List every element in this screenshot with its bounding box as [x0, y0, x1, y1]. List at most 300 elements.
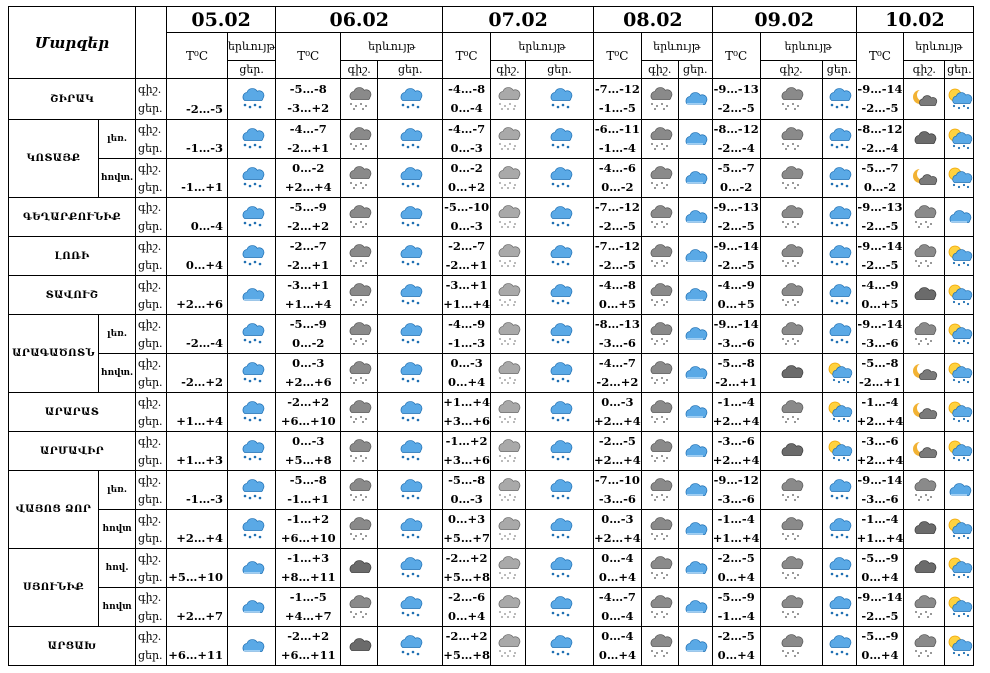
day-temp-value: +3…+6: [443, 453, 490, 467]
cloud-snow-icon: [341, 361, 377, 385]
sun-cloud-snow-icon: [945, 244, 973, 268]
night-label: գիշ.: [138, 318, 162, 331]
region-name: [9, 549, 99, 627]
day-temp-value: -2…-5: [717, 101, 755, 115]
temp-cell: [594, 432, 642, 471]
day-header: [228, 61, 276, 79]
temp-cell: [856, 159, 904, 198]
night-label: գիշ.: [138, 162, 162, 175]
rain-snow-icon: [526, 244, 593, 268]
date-label: 07.02: [488, 8, 548, 31]
night-label: գիշ.: [138, 435, 162, 448]
phenomenon-cell: [228, 237, 276, 276]
day-header: [378, 61, 443, 79]
rain-snow-icon: [378, 517, 442, 541]
day-temp-value: -2…+1: [287, 141, 330, 155]
temp-value: +6…+11: [168, 648, 223, 662]
sun-cloud-snow-icon: [945, 400, 973, 424]
phenomenon-header-label: երևույթ: [518, 40, 566, 53]
table-row: [9, 276, 974, 315]
day-header-label: ցեր.: [547, 63, 572, 76]
temp-cell: [443, 276, 491, 315]
day-phenomenon-cell: [526, 159, 594, 198]
snow-icon: [491, 322, 525, 346]
rain-snow-icon: [378, 361, 442, 385]
day-phenomenon-cell: [822, 159, 856, 198]
sun-cloud-snow-icon: [945, 439, 973, 463]
day-label: ցեր.: [138, 493, 163, 506]
night-phenomenon-cell: [904, 471, 945, 510]
night-phenomenon-cell: [760, 432, 822, 471]
night-temp-value: 0…-2: [450, 161, 483, 175]
night-temp-value: -4…-9: [717, 278, 755, 292]
night-temp-value: -9…-13: [713, 82, 759, 96]
region-name-label: ՇԻՐԱԿ: [50, 93, 94, 105]
night-temp-value: -3…+1: [445, 278, 488, 292]
phenomenon-cell: [228, 510, 276, 549]
day-temp-value: 0…+4: [717, 648, 755, 662]
region-name-label: ԱՐԱԳԱԾՈՏՆ: [12, 348, 95, 359]
day-phenomenon-cell: [526, 237, 594, 276]
day-phenomenon-cell: [822, 432, 856, 471]
day-phenomenon-cell: [378, 159, 443, 198]
snow-icon: [491, 87, 525, 111]
night-temp-value: -1…-4: [861, 512, 899, 526]
temp-value: +2…+7: [176, 609, 223, 623]
rain-snow-icon: [526, 634, 593, 658]
cloud-snow-icon: [761, 322, 822, 346]
temp-cell: [276, 198, 341, 237]
night-phenomenon-cell: [341, 588, 378, 627]
night-phenomenon-cell: [641, 549, 678, 588]
day-phenomenon-cell: [378, 79, 443, 120]
night-phenomenon-cell: [641, 588, 678, 627]
day-phenomenon-cell: [945, 354, 974, 393]
night-temp-value: -5…-8: [289, 82, 327, 96]
rain-snow-icon: [378, 87, 442, 111]
night-phenomenon-cell: [904, 315, 945, 354]
day-temp-value: +2…+4: [712, 414, 760, 428]
day-label: ցեր.: [138, 376, 163, 389]
cloud-snow-icon: [904, 634, 944, 658]
snow-icon: [491, 283, 525, 307]
temp-cell: [712, 354, 760, 393]
day-temp-value: -2…-5: [598, 258, 636, 272]
cloud-snow-icon: [341, 127, 377, 151]
cloud-snow-icon: [642, 595, 678, 619]
day-phenomenon-cell: [945, 432, 974, 471]
night-temp-value: -5…-9: [861, 551, 899, 565]
day-phenomenon-cell: [822, 510, 856, 549]
snow-icon: [491, 400, 525, 424]
night-phenomenon-cell: [641, 510, 678, 549]
sun-cloud-snow-icon: [823, 361, 856, 385]
temp-cell: [856, 79, 904, 120]
night-temp-value: -1…-4: [861, 395, 899, 409]
cloud-icon: [679, 400, 712, 424]
table-row: [9, 198, 974, 237]
night-label: գիշ.: [138, 552, 162, 565]
region-name-label: ՎԱՅՈՑ ՁՈՐ: [15, 504, 92, 515]
temp-cell: [712, 627, 760, 666]
cloud-snow-icon: [642, 205, 678, 229]
day-temp-value: 0…-2: [292, 336, 325, 350]
night-temp-value: -1…+2: [445, 434, 488, 448]
day-temp-value: -2…-5: [717, 219, 755, 233]
day-temp-value: 0…+4: [448, 609, 486, 623]
cloud-icon: [945, 205, 973, 229]
night-temp-value: 0…-3: [292, 356, 325, 370]
day-label: ցեր.: [138, 454, 163, 467]
rain-snow-icon: [823, 556, 856, 580]
day-temp-value: 0…+5: [717, 297, 755, 311]
cloud-snow-icon: [341, 439, 377, 463]
phenomenon-header-label: երևույթ: [653, 40, 701, 53]
night-temp-value: -5…-8: [717, 356, 755, 370]
subregion-name: [99, 120, 136, 159]
day-phenomenon-cell: [678, 432, 712, 471]
day-temp-value: +1…+4: [443, 297, 490, 311]
night-label: գիշ.: [138, 396, 162, 409]
snow-icon: [491, 634, 525, 658]
region-name-label: ՏԱՎՈՒՇ: [45, 289, 99, 301]
day-temp-value: -3…-6: [717, 492, 755, 506]
moon-cloud-icon: [904, 400, 944, 424]
day-phenomenon-cell: [945, 588, 974, 627]
table-row: [9, 549, 974, 588]
day-phenomenon-cell: [945, 79, 974, 120]
rain-snow-icon: [378, 439, 442, 463]
day-temp-value: 0…+2: [448, 180, 486, 194]
day-header: [678, 61, 712, 79]
night-day-labels: [136, 315, 167, 354]
subregion-label: լեռ.: [107, 329, 127, 339]
day-phenomenon-cell: [526, 315, 594, 354]
rain-snow-icon: [526, 322, 593, 346]
night-label: գիշ.: [138, 474, 162, 487]
temp-cell: [167, 237, 228, 276]
cloud-snow-icon: [642, 283, 678, 307]
rain-snow-icon: [378, 127, 442, 151]
night-temp-value: -9…-14: [857, 82, 903, 96]
temp-cell: [856, 120, 904, 159]
day-temp-value: -2…-5: [861, 219, 899, 233]
day-label: ցեր.: [138, 571, 163, 584]
phenomenon-cell: [228, 276, 276, 315]
phenomenon-cell: [228, 315, 276, 354]
night-phenomenon-cell: [641, 120, 678, 159]
night-temp-value: -2…+2: [445, 629, 488, 643]
date-header: [594, 7, 713, 33]
night-header: [641, 61, 678, 79]
cloud-snow-icon: [642, 517, 678, 541]
day-phenomenon-cell: [526, 120, 594, 159]
day-temp-value: +2…+4: [284, 180, 332, 194]
day-header-label: ցեր.: [239, 63, 264, 76]
temp-cell: [276, 315, 341, 354]
day-phenomenon-cell: [526, 510, 594, 549]
day-phenomenon-cell: [378, 198, 443, 237]
night-label: գիշ.: [138, 123, 162, 136]
temp-cell: [594, 276, 642, 315]
rain-snow-icon: [378, 400, 442, 424]
sun-cloud-snow-icon: [945, 87, 973, 111]
table-row: [9, 471, 974, 510]
subregion-name: [99, 549, 136, 588]
table-row: [9, 159, 974, 198]
temp-cell: [167, 549, 228, 588]
temp-value: -1…-3: [185, 141, 223, 155]
cloud-icon: [945, 478, 973, 502]
night-phenomenon-cell: [491, 79, 526, 120]
date-label: 06.02: [329, 8, 389, 31]
night-phenomenon-cell: [341, 276, 378, 315]
rain-snow-icon: [228, 517, 275, 541]
subregion-label: հովտ: [102, 602, 132, 612]
temp-cell: [167, 79, 228, 120]
day-label: ցեր.: [138, 337, 163, 350]
night-temp-value: -9…-14: [713, 317, 759, 331]
regions-header: [9, 7, 136, 79]
night-phenomenon-cell: [491, 510, 526, 549]
temp-header-label: T⁰C: [606, 48, 629, 63]
temp-cell: [594, 120, 642, 159]
night-temp-value: -4…-8: [448, 82, 486, 96]
night-phenomenon-cell: [760, 549, 822, 588]
night-header-label: գիշ.: [347, 63, 371, 76]
subregion-label: հով.: [105, 563, 129, 573]
phenomenon-cell: [228, 549, 276, 588]
night-phenomenon-cell: [760, 276, 822, 315]
region-name: [9, 276, 136, 315]
cloud-snow-icon: [761, 517, 822, 541]
day-label: ցեր.: [138, 259, 163, 272]
night-temp-value: -5…-9: [289, 317, 327, 331]
night-phenomenon-cell: [760, 237, 822, 276]
temp-cell: [856, 315, 904, 354]
day-phenomenon-cell: [822, 120, 856, 159]
subregion-name: [99, 471, 136, 510]
phenomenon-cell: [228, 627, 276, 666]
rain-snow-icon: [823, 87, 856, 111]
rain-snow-icon: [378, 595, 442, 619]
day-temp-value: +2…+6: [284, 375, 332, 389]
night-temp-value: -9…-14: [857, 239, 903, 253]
day-phenomenon-cell: [945, 627, 974, 666]
day-temp-value: -2…-5: [861, 101, 899, 115]
cloud-snow-icon: [761, 556, 822, 580]
rain-snow-icon: [378, 205, 442, 229]
phenomenon-header-label: երևույթ: [228, 40, 276, 53]
temp-cell: [167, 627, 228, 666]
day-temp-value: 0…+5: [598, 297, 636, 311]
night-temp-value: -2…-6: [448, 590, 486, 604]
day-temp-value: -1…-3: [448, 336, 486, 350]
rain-snow-icon: [228, 439, 275, 463]
night-temp-value: 0…-2: [292, 161, 325, 175]
cloud-snow-icon: [761, 400, 822, 424]
day-phenomenon-cell: [678, 393, 712, 432]
day-phenomenon-cell: [822, 471, 856, 510]
temp-cell: [276, 237, 341, 276]
day-temp-value: +1…+4: [856, 531, 904, 545]
day-label: ցեր.: [138, 220, 163, 233]
night-temp-value: 0…-3: [601, 395, 634, 409]
temp-cell: [712, 276, 760, 315]
day-temp-value: 0…+4: [598, 570, 636, 584]
cloud-icon: [679, 634, 712, 658]
temp-cell: [167, 315, 228, 354]
day-label: ցեր.: [138, 298, 163, 311]
cloud-icon: [679, 361, 712, 385]
day-phenomenon-cell: [378, 393, 443, 432]
night-temp-value: 0…-3: [292, 434, 325, 448]
day-phenomenon-cell: [945, 159, 974, 198]
night-label: գիշ.: [138, 630, 162, 643]
day-phenomenon-cell: [945, 276, 974, 315]
night-temp-value: -7…-12: [594, 200, 640, 214]
night-header-label: գիշ.: [496, 63, 520, 76]
day-phenomenon-cell: [526, 588, 594, 627]
temp-value: +2…+6: [176, 297, 223, 311]
day-header-label: ցեր.: [397, 63, 423, 76]
day-temp-value: -3…-6: [861, 492, 899, 506]
table-row: [9, 120, 974, 159]
day-phenomenon-cell: [526, 393, 594, 432]
temp-cell: [712, 471, 760, 510]
day-temp-value: +2…+4: [594, 414, 641, 428]
night-temp-value: -9…-12: [713, 473, 759, 487]
cloud-snow-icon: [341, 283, 377, 307]
night-temp-value: -4…-7: [448, 122, 486, 136]
cloud-snow-icon: [341, 322, 377, 346]
day-phenomenon-cell: [945, 120, 974, 159]
night-day-labels: [136, 471, 167, 510]
day-phenomenon-cell: [378, 627, 443, 666]
night-phenomenon-cell: [904, 510, 945, 549]
night-header: [491, 61, 526, 79]
night-temp-value: -9…-13: [713, 200, 759, 214]
region-name-label: ԳԵՂԱՐՔՈՒՆԻՔ: [23, 211, 121, 223]
night-day-labels: [136, 159, 167, 198]
day-phenomenon-cell: [678, 549, 712, 588]
day-temp-value: 0…-3: [450, 141, 483, 155]
temp-header-label: T⁰C: [186, 48, 208, 63]
night-phenomenon-cell: [341, 79, 378, 120]
temp-cell: [276, 471, 341, 510]
night-header-label: գիշ.: [779, 63, 803, 76]
temp-cell: [443, 393, 491, 432]
region-name: [9, 627, 136, 666]
night-phenomenon-cell: [491, 276, 526, 315]
subregion-label: լեռ.: [107, 485, 127, 495]
night-header-label: գիշ.: [648, 63, 672, 76]
day-temp-value: 0…-2: [601, 180, 634, 194]
day-phenomenon-cell: [678, 159, 712, 198]
temp-cell: [594, 627, 642, 666]
temp-header-label: T⁰C: [725, 48, 748, 63]
sun-cloud-snow-icon: [823, 439, 856, 463]
day-phenomenon-cell: [526, 198, 594, 237]
night-temp-value: -2…+2: [287, 395, 330, 409]
rain-snow-icon: [228, 322, 275, 346]
day-header: [822, 61, 856, 79]
night-phenomenon-cell: [760, 471, 822, 510]
date-header: [167, 7, 276, 33]
day-phenomenon-cell: [378, 432, 443, 471]
day-temp-value: +8…+11: [280, 570, 336, 584]
day-phenomenon-cell: [378, 510, 443, 549]
region-name: [9, 315, 99, 393]
dark-cloud-icon: [761, 361, 822, 385]
day-phenomenon-cell: [526, 276, 594, 315]
night-temp-value: -1…-4: [717, 512, 755, 526]
night-phenomenon-cell: [341, 549, 378, 588]
temp-cell: [594, 198, 642, 237]
night-phenomenon-cell: [491, 315, 526, 354]
night-day-labels: [136, 393, 167, 432]
night-temp-value: -5…-9: [289, 200, 327, 214]
night-temp-value: -2…+2: [445, 551, 488, 565]
night-phenomenon-cell: [491, 198, 526, 237]
temp-cell: [443, 354, 491, 393]
region-name: [9, 393, 136, 432]
night-label: գիշ.: [138, 513, 162, 526]
day-phenomenon-cell: [822, 315, 856, 354]
night-phenomenon-cell: [341, 627, 378, 666]
phenomenon-cell: [228, 79, 276, 120]
night-temp-value: -1…-5: [289, 590, 327, 604]
subregion-name: [99, 159, 136, 198]
cloud-icon: [679, 517, 712, 541]
day-temp-value: +6…+10: [280, 414, 336, 428]
temp-cell: [167, 198, 228, 237]
date-header: [856, 7, 974, 33]
night-phenomenon-cell: [760, 588, 822, 627]
day-temp-value: -2…-4: [717, 141, 755, 155]
night-temp-value: -3…+1: [287, 278, 330, 292]
cloud-snow-icon: [904, 205, 944, 229]
temp-cell: [167, 393, 228, 432]
phenomenon-cell: [228, 588, 276, 627]
night-phenomenon-cell: [641, 471, 678, 510]
snow-icon: [491, 478, 525, 502]
day-phenomenon-cell: [378, 471, 443, 510]
day-phenomenon-cell: [945, 315, 974, 354]
date-header: [443, 7, 594, 33]
night-temp-value: -9…-14: [857, 590, 903, 604]
day-temp-value: +5…+7: [443, 531, 490, 545]
night-temp-value: -2…-5: [717, 629, 755, 643]
phenomenon-cell: [228, 393, 276, 432]
cloud-snow-icon: [642, 478, 678, 502]
dark-cloud-icon: [904, 556, 944, 580]
night-temp-value: 0…-4: [601, 551, 634, 565]
night-temp-value: -9…-13: [857, 200, 903, 214]
moon-cloud-icon: [904, 361, 944, 385]
dark-cloud-icon: [904, 127, 944, 151]
night-phenomenon-cell: [904, 159, 945, 198]
day-label: ցեր.: [138, 102, 163, 115]
temp-cell: [443, 432, 491, 471]
cloud-icon: [679, 205, 712, 229]
night-phenomenon-cell: [904, 198, 945, 237]
night-phenomenon-cell: [641, 627, 678, 666]
temp-cell: [712, 510, 760, 549]
temp-cell: [443, 471, 491, 510]
cloud-snow-icon: [761, 205, 822, 229]
cloud-snow-icon: [341, 400, 377, 424]
